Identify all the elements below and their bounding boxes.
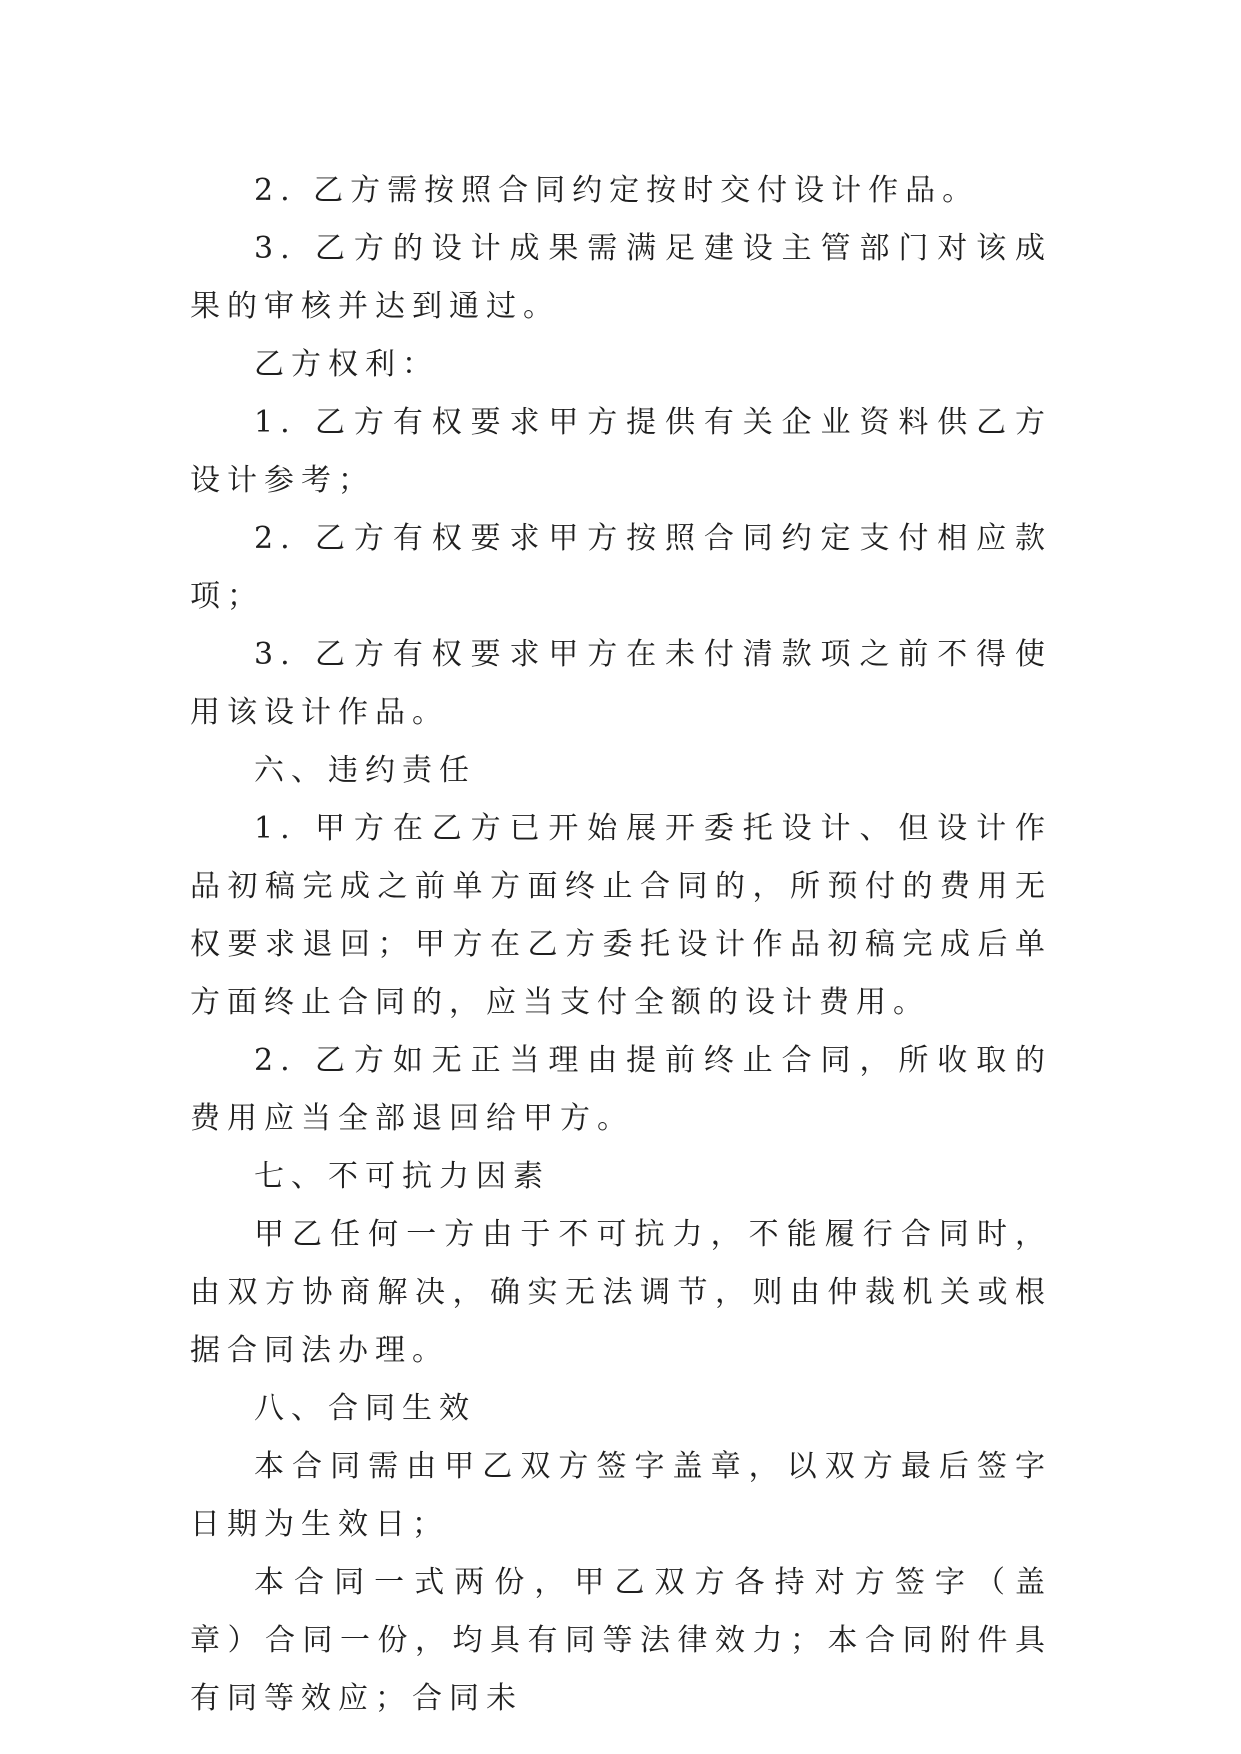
force-majeure-clause: 甲乙任何一方由于不可抗力，不能履行合同时，由双方协商解决，确实无法调节，则由仲裁机关或根据合同法办理。 [190,1217,1052,1368]
section-breach-liability-heading: 六、违约责任 [254,753,476,788]
breach-clause-party-a: 1. 甲方在乙方已开始展开委托设计、但设计作品初稿完成之前单方面终止合同的，所预付的费用无权要求退回；甲方在乙方委托设计作品初稿完成后单方面终止合同的，应当支付全额的设计费用。 [190,811,1052,1020]
party-b-rights-heading: 乙方权利： [254,347,439,382]
effect-date-clause: 本合同需由甲乙双方签字盖章，以双方最后签字日期为生效日； [190,1449,1052,1542]
clause-approval-requirement: 3. 乙方的设计成果需满足建设主管部门对该成果的审核并达到通过。 [190,231,1052,324]
right-request-materials: 1. 乙方有权要求甲方提供有关企业资料供乙方设计参考； [190,405,1052,498]
breach-clause-party-b: 2. 乙方如无正当理由提前终止合同，所收取的费用应当全部退回给甲方。 [190,1043,1052,1136]
right-restrict-usage: 3. 乙方有权要求甲方在未付清款项之前不得使用该设计作品。 [190,637,1052,730]
right-request-payment: 2. 乙方有权要求甲方按照合同约定支付相应款项； [190,521,1052,614]
document-body [190,162,1052,1728]
section-contract-effect-heading: 八、合同生效 [254,1391,476,1426]
copies-clause: 本合同一式两份，甲乙双方各持对方签字（盖章）合同一份，均具有同等法律效力；本合同附件具有同等效应；合同未 [190,1565,1052,1716]
section-force-majeure-heading: 七、不可抗力因素 [254,1159,550,1194]
clause-delivery-on-time: 2. 乙方需按照合同约定按时交付设计作品。 [254,173,980,208]
